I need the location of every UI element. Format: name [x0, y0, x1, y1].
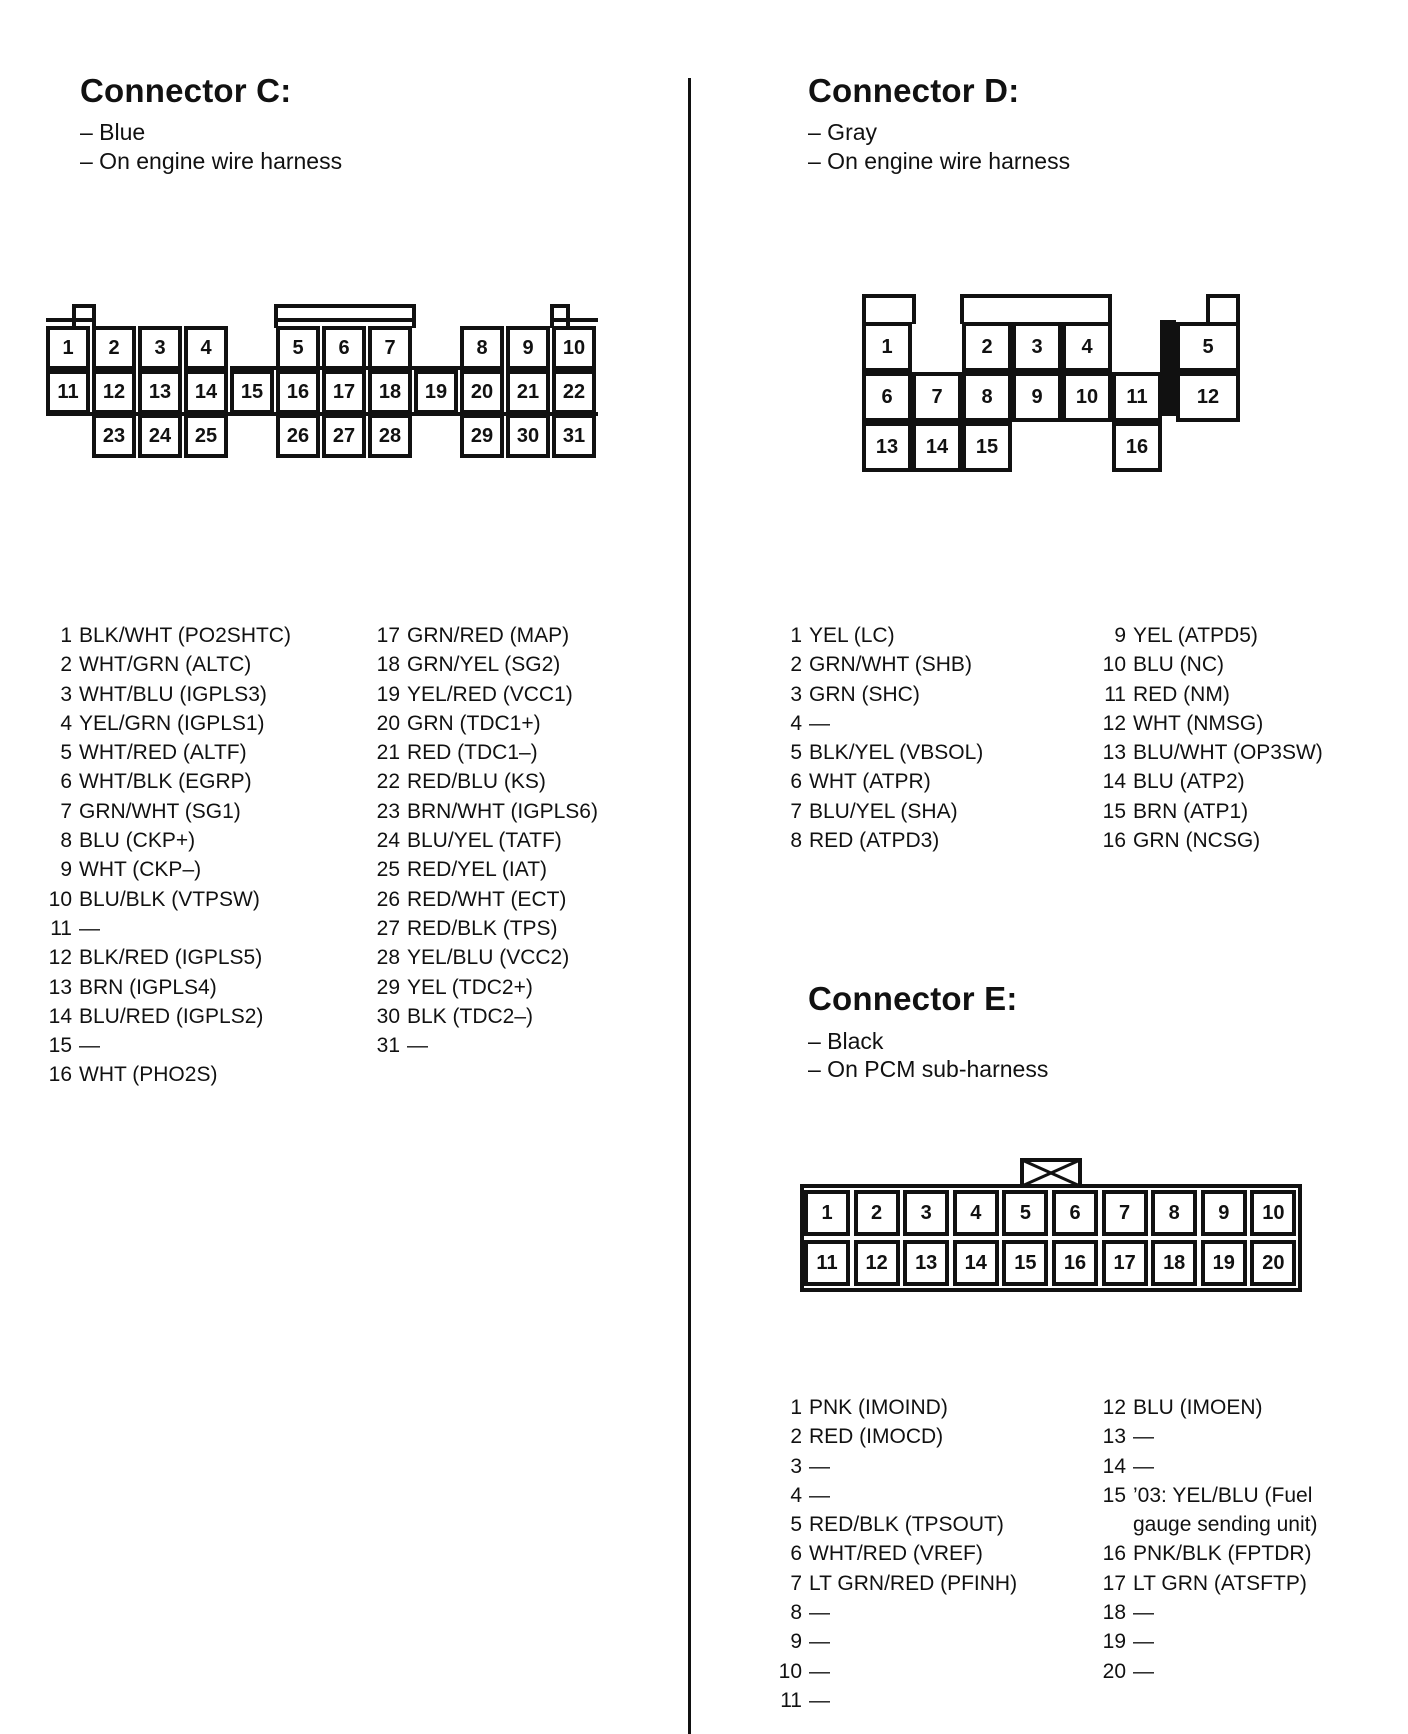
pin-number: 13	[1102, 741, 1126, 765]
pin-description: WHT/RED (VREF)	[809, 1542, 983, 1566]
pin-row	[44, 650, 291, 679]
pin-row	[44, 914, 291, 943]
pin-number: 2	[790, 1425, 802, 1449]
pin-description: GRN/WHT (SG1)	[79, 799, 241, 823]
pin-row	[774, 1452, 1017, 1481]
pin-row	[44, 1031, 291, 1060]
connector-d-pin: 1	[862, 322, 912, 372]
pin-row	[1098, 621, 1323, 650]
pin-number: 15	[1102, 1483, 1126, 1507]
pin-number: 8	[790, 829, 802, 853]
pin-number: 9	[790, 1630, 802, 1654]
pin-row	[44, 973, 291, 1002]
connector-d-note-color: – Gray	[808, 119, 878, 145]
pin-row	[1098, 738, 1323, 767]
pin-description: —	[809, 1659, 830, 1683]
connector-c-pin: 5	[276, 326, 320, 370]
connector-e-pin: 18	[1151, 1240, 1197, 1286]
pin-number: 28	[376, 946, 400, 970]
connector-d-pin: 3	[1012, 322, 1062, 372]
pin-row	[774, 797, 983, 826]
pin-row	[774, 1569, 1017, 1598]
pin-number: 15	[48, 1034, 72, 1058]
connector-e-pin: 7	[1102, 1190, 1148, 1236]
pin-number: 16	[1102, 829, 1126, 853]
pin-row	[372, 767, 598, 796]
connector-d-latch-left	[862, 294, 916, 324]
pin-row	[44, 1002, 291, 1031]
pin-row	[372, 973, 598, 1002]
pin-description: YEL/GRN (IGPLS1)	[79, 711, 265, 735]
pin-description: YEL (ATPD5)	[1133, 624, 1258, 647]
connector-d-key-bar	[1160, 320, 1176, 416]
pin-number: 4	[790, 711, 802, 735]
connector-c-pin: 31	[552, 414, 596, 458]
connector-d-pinlist-right	[1098, 621, 1323, 855]
pin-row	[372, 709, 598, 738]
connector-c-pin: 22	[552, 370, 596, 414]
pin-description: BLU/YEL (TATF)	[407, 829, 562, 853]
pin-row	[372, 943, 598, 972]
connector-d-pin: 2	[962, 322, 1012, 372]
connector-e-pin: 19	[1201, 1240, 1247, 1286]
pin-row	[44, 943, 291, 972]
connector-c-pinlist-left	[44, 621, 291, 1090]
pin-row	[774, 1627, 1017, 1656]
pin-number: 17	[376, 624, 400, 647]
pin-description: BLK/YEL (VBSOL)	[809, 741, 984, 765]
pin-row	[774, 1393, 1017, 1422]
connector-e-pinlist-left	[774, 1393, 1017, 1715]
pin-description: RED (IMOCD)	[809, 1425, 944, 1449]
pin-number: 2	[790, 653, 802, 677]
connector-e-pin: 14	[953, 1240, 999, 1286]
connector-c-pin: 10	[552, 326, 596, 370]
connector-c-pin: 11	[46, 370, 90, 414]
connector-e-pin: 1	[804, 1190, 850, 1236]
connector-c-pin: 27	[322, 414, 366, 458]
pin-number: 7	[790, 799, 802, 823]
pin-row	[44, 680, 291, 709]
pin-description: —	[1133, 1425, 1154, 1449]
connector-d-pin: 9	[1012, 372, 1062, 422]
pin-description: BRN (IGPLS4)	[79, 975, 217, 999]
connector-d-pinlist-left	[774, 621, 983, 855]
pin-number: 17	[1102, 1571, 1126, 1595]
pin-row	[1098, 1598, 1317, 1627]
pin-number: 4	[60, 711, 72, 735]
pin-description: WHT (PHO2S)	[79, 1063, 218, 1087]
pin-number: 18	[376, 653, 400, 677]
pin-number: 7	[790, 1571, 802, 1595]
connector-c-pin: 6	[322, 326, 366, 370]
pin-row	[774, 1598, 1017, 1627]
pin-number: 8	[60, 829, 72, 853]
pin-row	[372, 797, 598, 826]
connector-c-line-right	[550, 318, 598, 322]
connector-c-pin: 23	[92, 414, 136, 458]
pin-description: LT GRN/RED (PFINH)	[809, 1571, 1018, 1595]
pin-description: —	[79, 1034, 100, 1058]
connector-c-pin: 29	[460, 414, 504, 458]
connector-e-pin: 4	[953, 1190, 999, 1236]
pin-row	[44, 855, 291, 884]
pin-description: RED/BLK (TPS)	[407, 916, 558, 940]
pin-description: —	[79, 916, 100, 940]
pin-row	[774, 709, 983, 738]
connector-d-pin: 14	[912, 422, 962, 472]
pin-description: WHT/GRN (ALTC)	[79, 653, 252, 677]
pin-row	[774, 1539, 1017, 1568]
connector-e-pin: 9	[1201, 1190, 1247, 1236]
connector-c-pin: 28	[368, 414, 412, 458]
connector-e-pin: 15	[1002, 1240, 1048, 1286]
pin-description: RED/YEL (IAT)	[407, 858, 548, 882]
pin-description: RED (NM)	[1133, 682, 1230, 706]
pin-number: 10	[1102, 653, 1126, 677]
pin-description: WHT/RED (ALTF)	[79, 741, 247, 765]
pin-number: 14	[1102, 1454, 1126, 1478]
pin-row	[1098, 1422, 1317, 1451]
pin-row	[44, 885, 291, 914]
pin-number: 2	[60, 653, 72, 677]
pin-number: 14	[48, 1004, 72, 1028]
connector-c-pin: 9	[506, 326, 550, 370]
pin-row	[1098, 1481, 1317, 1510]
pin-description: —	[407, 1034, 428, 1058]
pin-description: GRN/WHT (SHB)	[809, 653, 972, 677]
pin-number: 30	[376, 1004, 400, 1028]
pin-description: RED/BLU (KS)	[407, 770, 546, 794]
pin-row	[1098, 1452, 1317, 1481]
pin-row	[1098, 767, 1323, 796]
pin-row	[774, 680, 983, 709]
pin-number: 24	[376, 829, 400, 853]
connector-c-pin: 19	[414, 370, 458, 414]
pin-description: BLU (IMOEN)	[1133, 1396, 1263, 1419]
pin-number: 10	[48, 887, 72, 911]
pin-row	[1098, 797, 1323, 826]
pin-row	[372, 914, 598, 943]
connector-d-pin: 6	[862, 372, 912, 422]
connector-c-pin: 4	[184, 326, 228, 370]
pin-description: YEL/BLU (VCC2)	[407, 946, 570, 970]
pin-number: 25	[376, 858, 400, 882]
pin-row	[774, 1657, 1017, 1686]
pin-number: 7	[60, 799, 72, 823]
pin-row	[1098, 1627, 1317, 1656]
pin-row	[44, 709, 291, 738]
connector-c-pin: 8	[460, 326, 504, 370]
connector-d-pin: 12	[1176, 372, 1240, 422]
pin-description: BLU (ATP2)	[1133, 770, 1245, 794]
pin-description: —	[809, 1601, 830, 1625]
connector-c-pin: 20	[460, 370, 504, 414]
connector-c-pin: 21	[506, 370, 550, 414]
connector-c-pin: 17	[322, 370, 366, 414]
pin-row	[1098, 1393, 1317, 1422]
connector-e-note-location: – On PCM sub-harness	[808, 1056, 1049, 1082]
pin-row	[44, 826, 291, 855]
pin-row	[1098, 650, 1323, 679]
pin-description: GRN (NCSG)	[1133, 829, 1261, 853]
pin-description: BLK/WHT (PO2SHTC)	[79, 624, 291, 647]
connector-c-pinlist-right	[372, 621, 598, 1060]
pin-description: —	[809, 1630, 830, 1654]
pin-description: WHT/BLU (IGPLS3)	[79, 682, 267, 706]
pin-number: 21	[376, 741, 400, 765]
pin-row	[1098, 1657, 1317, 1686]
connector-e-pin: 12	[854, 1240, 900, 1286]
pin-number: 6	[60, 770, 72, 794]
pin-row	[774, 1422, 1017, 1451]
pin-description: GRN (SHC)	[809, 682, 920, 706]
pin-description: —	[1133, 1630, 1154, 1654]
connector-e-title: Connector E:	[808, 980, 1018, 1017]
pin-number: 4	[790, 1483, 802, 1507]
pin-number: 27	[376, 916, 400, 940]
pin-number: 6	[790, 1542, 802, 1566]
connector-e-pin: 16	[1052, 1240, 1098, 1286]
pin-row	[774, 1686, 1017, 1715]
connector-d-note-location: – On engine wire harness	[808, 148, 1071, 174]
pin-row	[774, 767, 983, 796]
connector-d-pin: 8	[962, 372, 1012, 422]
pin-description: BLK/RED (IGPLS5)	[79, 946, 263, 970]
pin-row	[774, 1481, 1017, 1510]
connector-e-pin: 2	[854, 1190, 900, 1236]
connector-c-pin: 18	[368, 370, 412, 414]
pin-description-continued: gauge sending unit)	[1133, 1513, 1318, 1537]
pin-number: 11	[50, 916, 72, 940]
pin-description: PNK (IMOIND)	[809, 1396, 948, 1419]
pin-description: —	[1133, 1659, 1154, 1683]
pin-description: GRN (TDC1+)	[407, 711, 541, 735]
pin-description: BLU/WHT (OP3SW)	[1133, 741, 1323, 765]
connector-e-pin: 17	[1102, 1240, 1148, 1286]
connector-e-key-tab	[1020, 1158, 1082, 1188]
pin-row	[372, 621, 598, 650]
connector-d-pin: 11	[1112, 372, 1162, 422]
pin-number: 1	[60, 624, 72, 647]
connector-d-latch-center	[960, 294, 1112, 324]
connector-d-latch-right	[1206, 294, 1240, 324]
pin-number: 1	[790, 624, 802, 647]
pin-number: 9	[1114, 624, 1126, 647]
pin-description: GRN/RED (MAP)	[407, 624, 570, 647]
connector-c-pin: 24	[138, 414, 182, 458]
center-divider	[688, 78, 691, 1734]
connector-d-title: Connector D:	[808, 72, 1020, 109]
pin-row	[372, 855, 598, 884]
pin-description: —	[1133, 1601, 1154, 1625]
pin-description: RED (TDC1–)	[407, 741, 538, 765]
pin-number: 9	[60, 858, 72, 882]
connector-e-pin: 6	[1052, 1190, 1098, 1236]
connector-c-note-location: – On engine wire harness	[80, 148, 343, 174]
pin-number: 3	[790, 682, 802, 706]
pin-description: YEL (LC)	[809, 624, 895, 647]
pin-row	[44, 738, 291, 767]
connector-d-pin: 10	[1062, 372, 1112, 422]
pin-row	[1098, 709, 1323, 738]
pin-description: BLU (NC)	[1133, 653, 1225, 677]
pin-row	[774, 621, 983, 650]
pin-description: BLU/YEL (SHA)	[809, 799, 958, 823]
pin-number: 12	[1102, 1396, 1126, 1419]
pin-number: 16	[48, 1063, 72, 1087]
pin-number: 11	[780, 1688, 802, 1712]
connector-c-pin: 3	[138, 326, 182, 370]
pin-row	[372, 680, 598, 709]
connector-c-pin: 2	[92, 326, 136, 370]
connector-c-latch-right	[550, 304, 570, 328]
pin-number: 13	[1102, 1425, 1126, 1449]
connector-d-pin: 7	[912, 372, 962, 422]
connector-c-pin: 12	[92, 370, 136, 414]
connector-c-title: Connector C:	[80, 72, 292, 109]
pin-row	[372, 826, 598, 855]
connector-c-note-color: – Blue	[80, 119, 146, 145]
pin-row	[774, 1510, 1017, 1539]
pin-number: 29	[376, 975, 400, 999]
pin-row	[372, 1002, 598, 1031]
pin-description: BLU/BLK (VTPSW)	[79, 887, 260, 911]
pin-number: 5	[790, 1513, 802, 1537]
pin-description: WHT/BLK (EGRP)	[79, 770, 252, 794]
pin-row	[774, 738, 983, 767]
connector-d-pin: 4	[1062, 322, 1112, 372]
connector-d-pin: 15	[962, 422, 1012, 472]
pin-number: 1	[790, 1396, 802, 1419]
pin-row	[44, 767, 291, 796]
connector-d-pin: 5	[1176, 322, 1240, 372]
pin-description: WHT (ATPR)	[809, 770, 931, 794]
connector-e-pin: 11	[804, 1240, 850, 1286]
pin-number: 31	[376, 1034, 400, 1058]
pin-description: LT GRN (ATSFTP)	[1133, 1571, 1307, 1595]
pin-number: 6	[790, 770, 802, 794]
pin-number: 16	[1102, 1542, 1126, 1566]
pin-number: 18	[1102, 1601, 1126, 1625]
pin-number: 3	[60, 682, 72, 706]
pin-number: 20	[376, 711, 400, 735]
pin-row	[44, 797, 291, 826]
pin-description: YEL/RED (VCC1)	[407, 682, 573, 706]
connector-c-latch-left	[72, 304, 96, 328]
pin-number: 8	[790, 1601, 802, 1625]
pin-description: WHT (CKP–)	[79, 858, 202, 882]
connector-e-pin: 3	[903, 1190, 949, 1236]
pin-number: 12	[48, 946, 72, 970]
pin-number: 5	[60, 741, 72, 765]
pin-description: —	[809, 1483, 830, 1507]
connector-c-pin: 1	[46, 326, 90, 370]
connector-c-pin: 30	[506, 414, 550, 458]
pin-number: 13	[48, 975, 72, 999]
pin-row	[774, 826, 983, 855]
connector-c-line-top-center	[274, 318, 416, 322]
pin-description: BLU/RED (IGPLS2)	[79, 1004, 264, 1028]
pin-row	[44, 1060, 291, 1089]
pin-row	[372, 1031, 598, 1060]
pin-number: 15	[1102, 799, 1126, 823]
pin-number: 12	[1102, 711, 1126, 735]
connector-e-pin: 8	[1151, 1190, 1197, 1236]
pin-description: YEL (TDC2+)	[407, 975, 533, 999]
pin-row	[774, 650, 983, 679]
pin-number: 20	[1102, 1659, 1126, 1683]
pin-row	[1098, 680, 1323, 709]
pin-row	[372, 738, 598, 767]
pin-description: —	[809, 711, 830, 735]
pin-row	[1098, 1569, 1317, 1598]
connector-d-pin: 16	[1112, 422, 1162, 472]
pin-description: PNK/BLK (FPTDR)	[1133, 1542, 1312, 1566]
pin-description: BRN/WHT (IGPLS6)	[407, 799, 598, 823]
connector-e-pin: 5	[1002, 1190, 1048, 1236]
pin-description: ’03: YEL/BLU (Fuel	[1133, 1483, 1313, 1507]
connector-e-pin: 10	[1250, 1190, 1296, 1236]
pin-number: 5	[790, 741, 802, 765]
pin-description: RED/BLK (TPSOUT)	[809, 1513, 1004, 1537]
connector-d-pin: 13	[862, 422, 912, 472]
connector-e-pin: 20	[1250, 1240, 1296, 1286]
pin-row	[1098, 1539, 1317, 1568]
connector-c-pin: 15	[230, 370, 274, 414]
pin-number: 26	[376, 887, 400, 911]
pin-description: BRN (ATP1)	[1133, 799, 1249, 823]
pin-description: —	[1133, 1454, 1154, 1478]
pin-row	[44, 621, 291, 650]
pin-description: —	[809, 1454, 830, 1478]
pin-number: 22	[376, 770, 400, 794]
connector-c-pin: 13	[138, 370, 182, 414]
pin-description: WHT (NMSG)	[1133, 711, 1264, 735]
connector-c-pin: 16	[276, 370, 320, 414]
connector-c-latch-center	[274, 304, 416, 328]
pin-description: BLU (CKP+)	[79, 829, 196, 853]
pin-description: RED (ATPD3)	[809, 829, 940, 853]
pin-description: GRN/YEL (SG2)	[407, 653, 561, 677]
pin-number: 19	[376, 682, 400, 706]
connector-e-pin: 13	[903, 1240, 949, 1286]
pin-description: RED/WHT (ECT)	[407, 887, 567, 911]
pin-row	[1098, 826, 1323, 855]
connector-c-pin: 25	[184, 414, 228, 458]
connector-c-line-left	[46, 318, 96, 322]
pin-description: —	[809, 1688, 830, 1712]
pin-number: 3	[790, 1454, 802, 1478]
pin-description: BLK (TDC2–)	[407, 1004, 534, 1028]
connector-c-pin: 26	[276, 414, 320, 458]
pin-number: 10	[778, 1659, 802, 1683]
pin-row	[372, 885, 598, 914]
pin-number: 23	[376, 799, 400, 823]
connector-e-note-color: – Black	[808, 1028, 884, 1054]
connector-c-pin: 7	[368, 326, 412, 370]
pin-row	[372, 650, 598, 679]
connector-c-pin: 14	[184, 370, 228, 414]
pin-number: 11	[1104, 682, 1126, 706]
pin-number: 19	[1102, 1630, 1126, 1654]
pin-number: 14	[1102, 770, 1126, 794]
connector-e-pinlist-right	[1098, 1393, 1317, 1686]
